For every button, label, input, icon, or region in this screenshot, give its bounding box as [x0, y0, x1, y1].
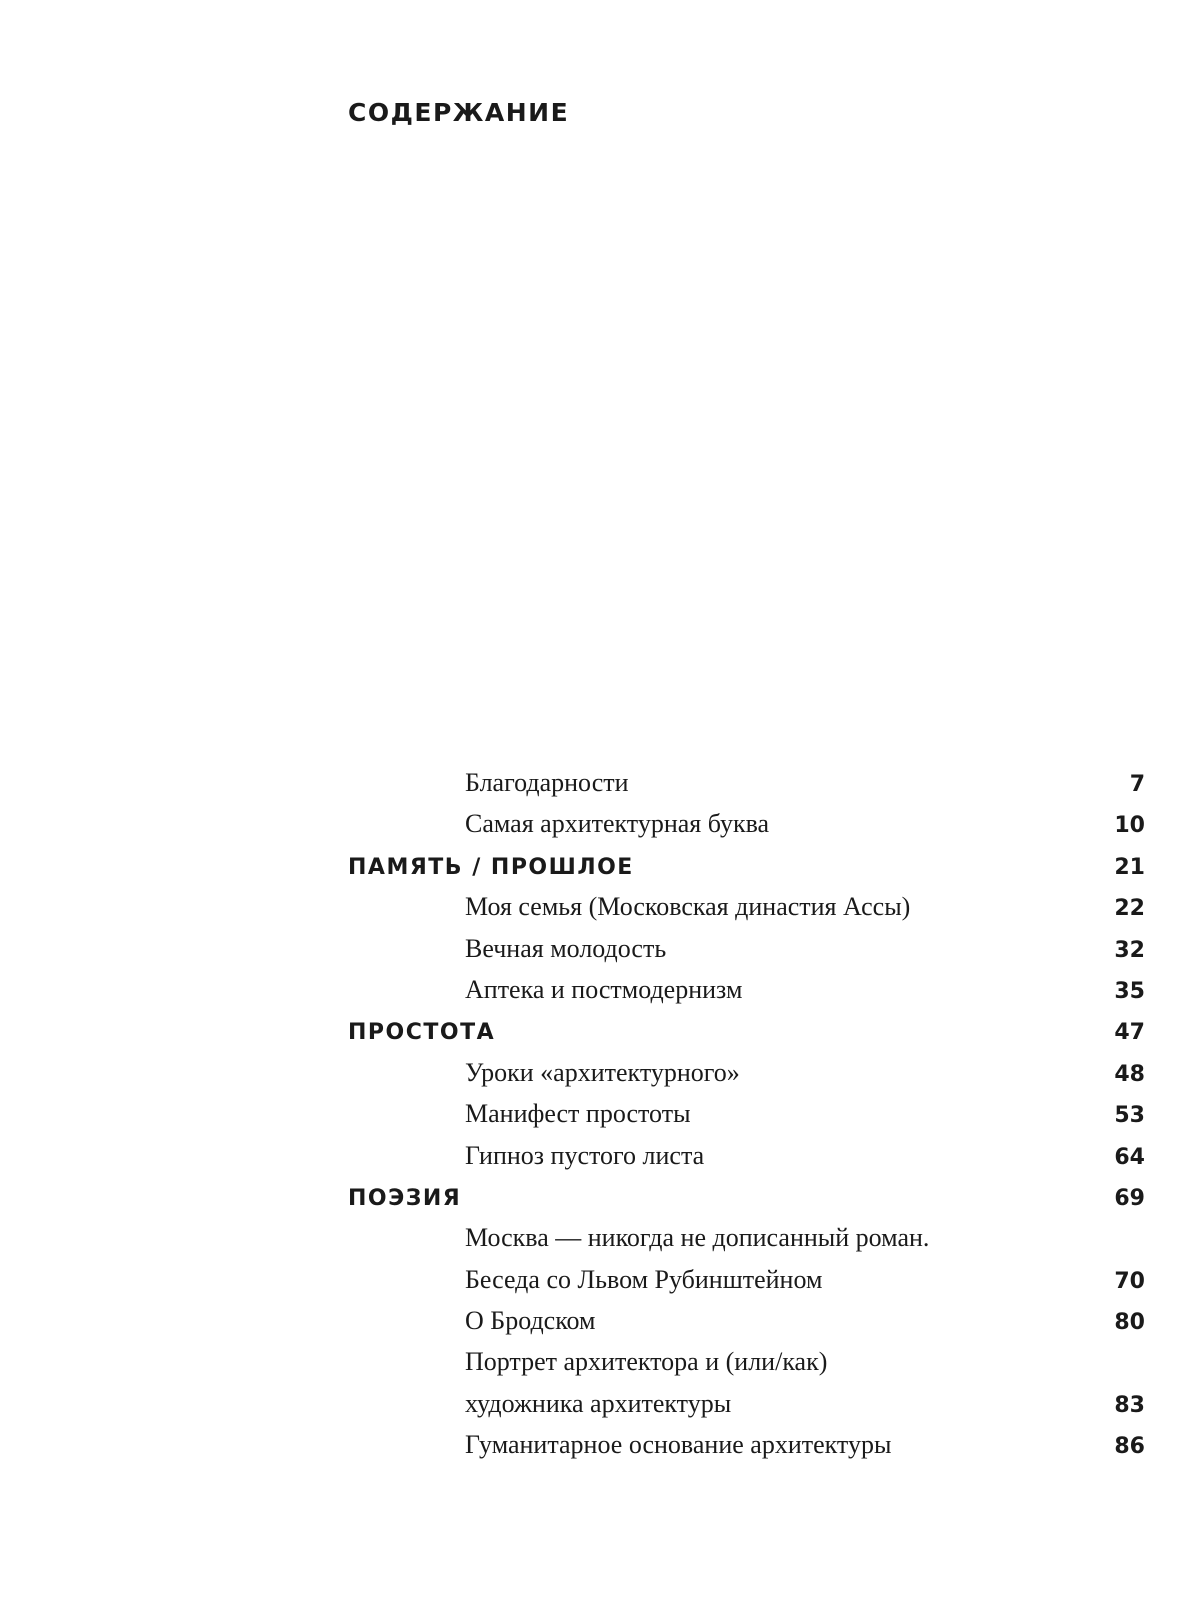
toc-entry-row: [348, 1263, 1145, 1304]
toc-entry-row: [348, 1221, 1145, 1262]
toc-section-row: [348, 1180, 1145, 1221]
toc-section-title: ПРОСТОТА: [348, 1020, 496, 1046]
toc-entry-row: [348, 932, 1145, 973]
toc-page-number: 83: [1114, 1392, 1145, 1418]
toc-section-row: [348, 849, 1145, 890]
toc-page-number: 70: [1114, 1268, 1145, 1294]
toc-section-title: ПОЭЗИЯ: [348, 1185, 462, 1211]
toc-entry-title: Манифест простоты: [465, 1099, 691, 1129]
toc-entry-row: [348, 1139, 1145, 1180]
toc-entry-title: О Бродском: [465, 1306, 596, 1336]
toc-page-number: 32: [1114, 937, 1145, 963]
toc-entry-title: Беседа со Львом Рубинштейном: [465, 1264, 823, 1294]
toc-page-number: 69: [1114, 1185, 1145, 1211]
toc-entry-row: [348, 1304, 1145, 1345]
toc-entry-title: Благодарности: [465, 768, 629, 797]
toc-entry-title: художника архитектуры: [465, 1388, 732, 1418]
toc-section-row: [348, 1014, 1145, 1055]
page-title: СОДЕРЖАНИЕ: [348, 98, 570, 127]
toc-entry-title: Уроки «архитектурного»: [465, 1057, 740, 1087]
toc-entry-row: [348, 1345, 1145, 1386]
toc-page-number: 21: [1114, 854, 1145, 880]
toc-entry-title: Самая архитектурная буква: [465, 809, 770, 839]
toc-page-number: 48: [1114, 1061, 1145, 1087]
toc-entry-row: [348, 1097, 1145, 1138]
toc-entry-row: [348, 1387, 1145, 1428]
toc-page-number: 86: [1114, 1434, 1145, 1460]
toc-entry-row: [348, 1428, 1145, 1469]
toc-page-number: 35: [1114, 978, 1145, 1004]
toc-entry-title: Гуманитарное основание архитектуры: [465, 1430, 892, 1460]
toc-entry-row: [348, 807, 1145, 848]
toc-section-title: ПАМЯТЬ / ПРОШЛОЕ: [348, 854, 634, 880]
table-of-contents: [348, 766, 1145, 1470]
toc-page-number: 80: [1114, 1310, 1145, 1336]
toc-page-number: 64: [1114, 1144, 1145, 1170]
toc-entry-title: Портрет архитектора и (или/как): [465, 1347, 828, 1377]
toc-page-number: 53: [1114, 1103, 1145, 1129]
toc-page-number: 22: [1114, 896, 1145, 922]
toc-entry-row: [348, 766, 1145, 807]
toc-entry-title: Москва — никогда не дописанный роман.: [465, 1223, 930, 1253]
toc-entry-title: Гипноз пустого листа: [465, 1140, 705, 1170]
toc-entry-title: Вечная молодость: [465, 933, 667, 963]
toc-entry-title: Аптека и постмодернизм: [465, 974, 743, 1004]
toc-entry-title: Моя семья (Московская династия Ассы): [465, 892, 911, 922]
toc-entry-row: [348, 890, 1145, 931]
toc-entry-row: [348, 973, 1145, 1014]
toc-page-number: 7: [1129, 772, 1145, 797]
toc-page-number: 10: [1114, 813, 1145, 839]
toc-page-number: 47: [1114, 1020, 1145, 1046]
toc-entry-row: [348, 1056, 1145, 1097]
